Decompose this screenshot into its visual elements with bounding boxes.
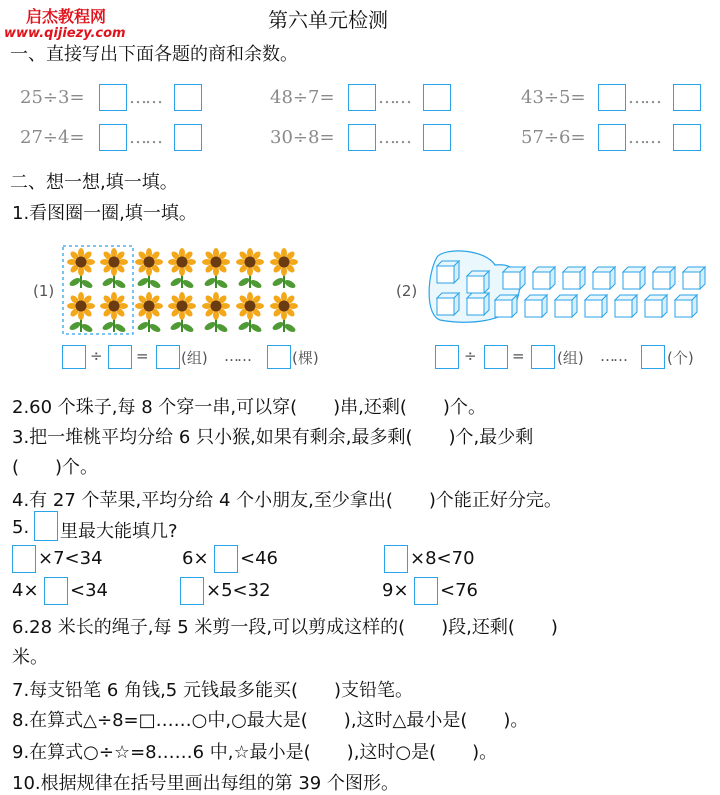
dots: …… xyxy=(129,87,161,108)
inequality: <34 xyxy=(70,580,108,601)
divide-sign: ÷ xyxy=(464,347,477,365)
question-6-line1: 6.28 米长的绳子,每 5 米剪一段,可以剪成这样的( )段,还剩( ) xyxy=(12,617,558,638)
cube-grid xyxy=(425,245,715,330)
unit-groups: (组) xyxy=(557,349,584,367)
quotient-box[interactable] xyxy=(598,124,626,151)
remainder-box[interactable] xyxy=(174,124,202,151)
question-5-prefix: 5. xyxy=(12,517,30,538)
unit-items: (个) xyxy=(667,349,694,367)
question-2: 2.60 个珠子,每 8 个穿一串,可以穿( )串,还剩( )个。 xyxy=(12,397,486,418)
quotient-box[interactable] xyxy=(99,84,127,111)
question-1: 1.看图圈一圈,填一填。 xyxy=(12,203,197,224)
dots: …… xyxy=(600,347,626,365)
inequality: <76 xyxy=(440,580,478,601)
section2-heading: 二、想一想,填一填。 xyxy=(10,172,178,193)
remainder-box[interactable] xyxy=(174,84,202,111)
question-5-text: 里最大能填几? xyxy=(60,521,178,542)
watermark-site-name: 启杰教程网 xyxy=(26,7,107,26)
watermark-url: www.qijiezy.com xyxy=(4,26,126,41)
page-title: 第六单元检测 xyxy=(268,8,388,32)
divide-sign: ÷ xyxy=(90,347,103,365)
remainder-box[interactable] xyxy=(673,84,701,111)
part2-label: (2) xyxy=(396,282,418,300)
answer-box[interactable] xyxy=(414,577,438,605)
unit-trees: (棵) xyxy=(292,349,319,367)
quotient-box[interactable] xyxy=(99,124,127,151)
question-8: 8.在算式△÷8=□……○中,○最大是( ),这时△最小是( )。 xyxy=(12,710,529,731)
dots: …… xyxy=(224,347,250,365)
unit-groups: (组) xyxy=(181,349,208,367)
dividend-box[interactable] xyxy=(435,345,459,369)
dots: …… xyxy=(628,127,660,148)
problem-expr: 27÷4= xyxy=(20,127,85,148)
quotient-box[interactable] xyxy=(531,345,555,369)
inequality-prefix: 6× xyxy=(182,548,209,569)
answer-box[interactable] xyxy=(44,577,68,605)
dots: …… xyxy=(628,87,660,108)
problem-expr: 57÷6= xyxy=(521,127,586,148)
dividend-box[interactable] xyxy=(62,345,86,369)
remainder-box[interactable] xyxy=(673,124,701,151)
part1-label: (1) xyxy=(33,282,55,300)
equals-sign: = xyxy=(136,347,149,365)
sunflower-grid xyxy=(58,240,308,340)
inequality-prefix: 9× xyxy=(382,580,409,601)
quotient-box[interactable] xyxy=(598,84,626,111)
answer-box[interactable] xyxy=(384,545,408,573)
inequality: ×5<32 xyxy=(206,580,271,601)
remainder-box[interactable] xyxy=(423,84,451,111)
inequality: ×7<34 xyxy=(38,548,103,569)
answer-box[interactable] xyxy=(214,545,238,573)
inequality: ×8<70 xyxy=(410,548,475,569)
problem-expr: 43÷5= xyxy=(521,87,586,108)
quotient-box[interactable] xyxy=(348,124,376,151)
dots: …… xyxy=(378,87,410,108)
question-10: 10.根据规律在括号里画出每组的第 39 个图形。 xyxy=(12,773,399,794)
question-3-line2: ( )个。 xyxy=(12,457,99,478)
remainder-box[interactable] xyxy=(423,124,451,151)
inequality: <46 xyxy=(240,548,278,569)
problem-expr: 48÷7= xyxy=(270,87,335,108)
dots: …… xyxy=(129,127,161,148)
question-7: 7.每支铅笔 6 角钱,5 元钱最多能买( )支铅笔。 xyxy=(12,680,414,701)
quotient-box[interactable] xyxy=(156,345,180,369)
problem-expr: 30÷8= xyxy=(270,127,335,148)
problem-expr: 25÷3= xyxy=(20,87,85,108)
question-9: 9.在算式○÷☆=8……6 中,☆最小是( ),这时○是( )。 xyxy=(12,742,498,763)
remainder-box[interactable] xyxy=(267,345,291,369)
question-6-line2: 米。 xyxy=(12,647,48,668)
divisor-box[interactable] xyxy=(484,345,508,369)
dots: …… xyxy=(378,127,410,148)
question-4: 4.有 27 个苹果,平均分给 4 个小朋友,至少拿出( )个能正好分完。 xyxy=(12,490,562,511)
divisor-box[interactable] xyxy=(108,345,132,369)
remainder-box[interactable] xyxy=(641,345,665,369)
question-3-line1: 3.把一堆桃平均分给 6 只小猴,如果有剩余,最多剩( )个,最少剩 xyxy=(12,427,534,448)
section1-heading: 一、直接写出下面各题的商和余数。 xyxy=(10,44,298,65)
answer-box xyxy=(34,511,58,541)
quotient-box[interactable] xyxy=(348,84,376,111)
inequality-prefix: 4× xyxy=(12,580,39,601)
answer-box[interactable] xyxy=(12,545,36,573)
equals-sign: = xyxy=(512,347,525,365)
answer-box[interactable] xyxy=(180,577,204,605)
